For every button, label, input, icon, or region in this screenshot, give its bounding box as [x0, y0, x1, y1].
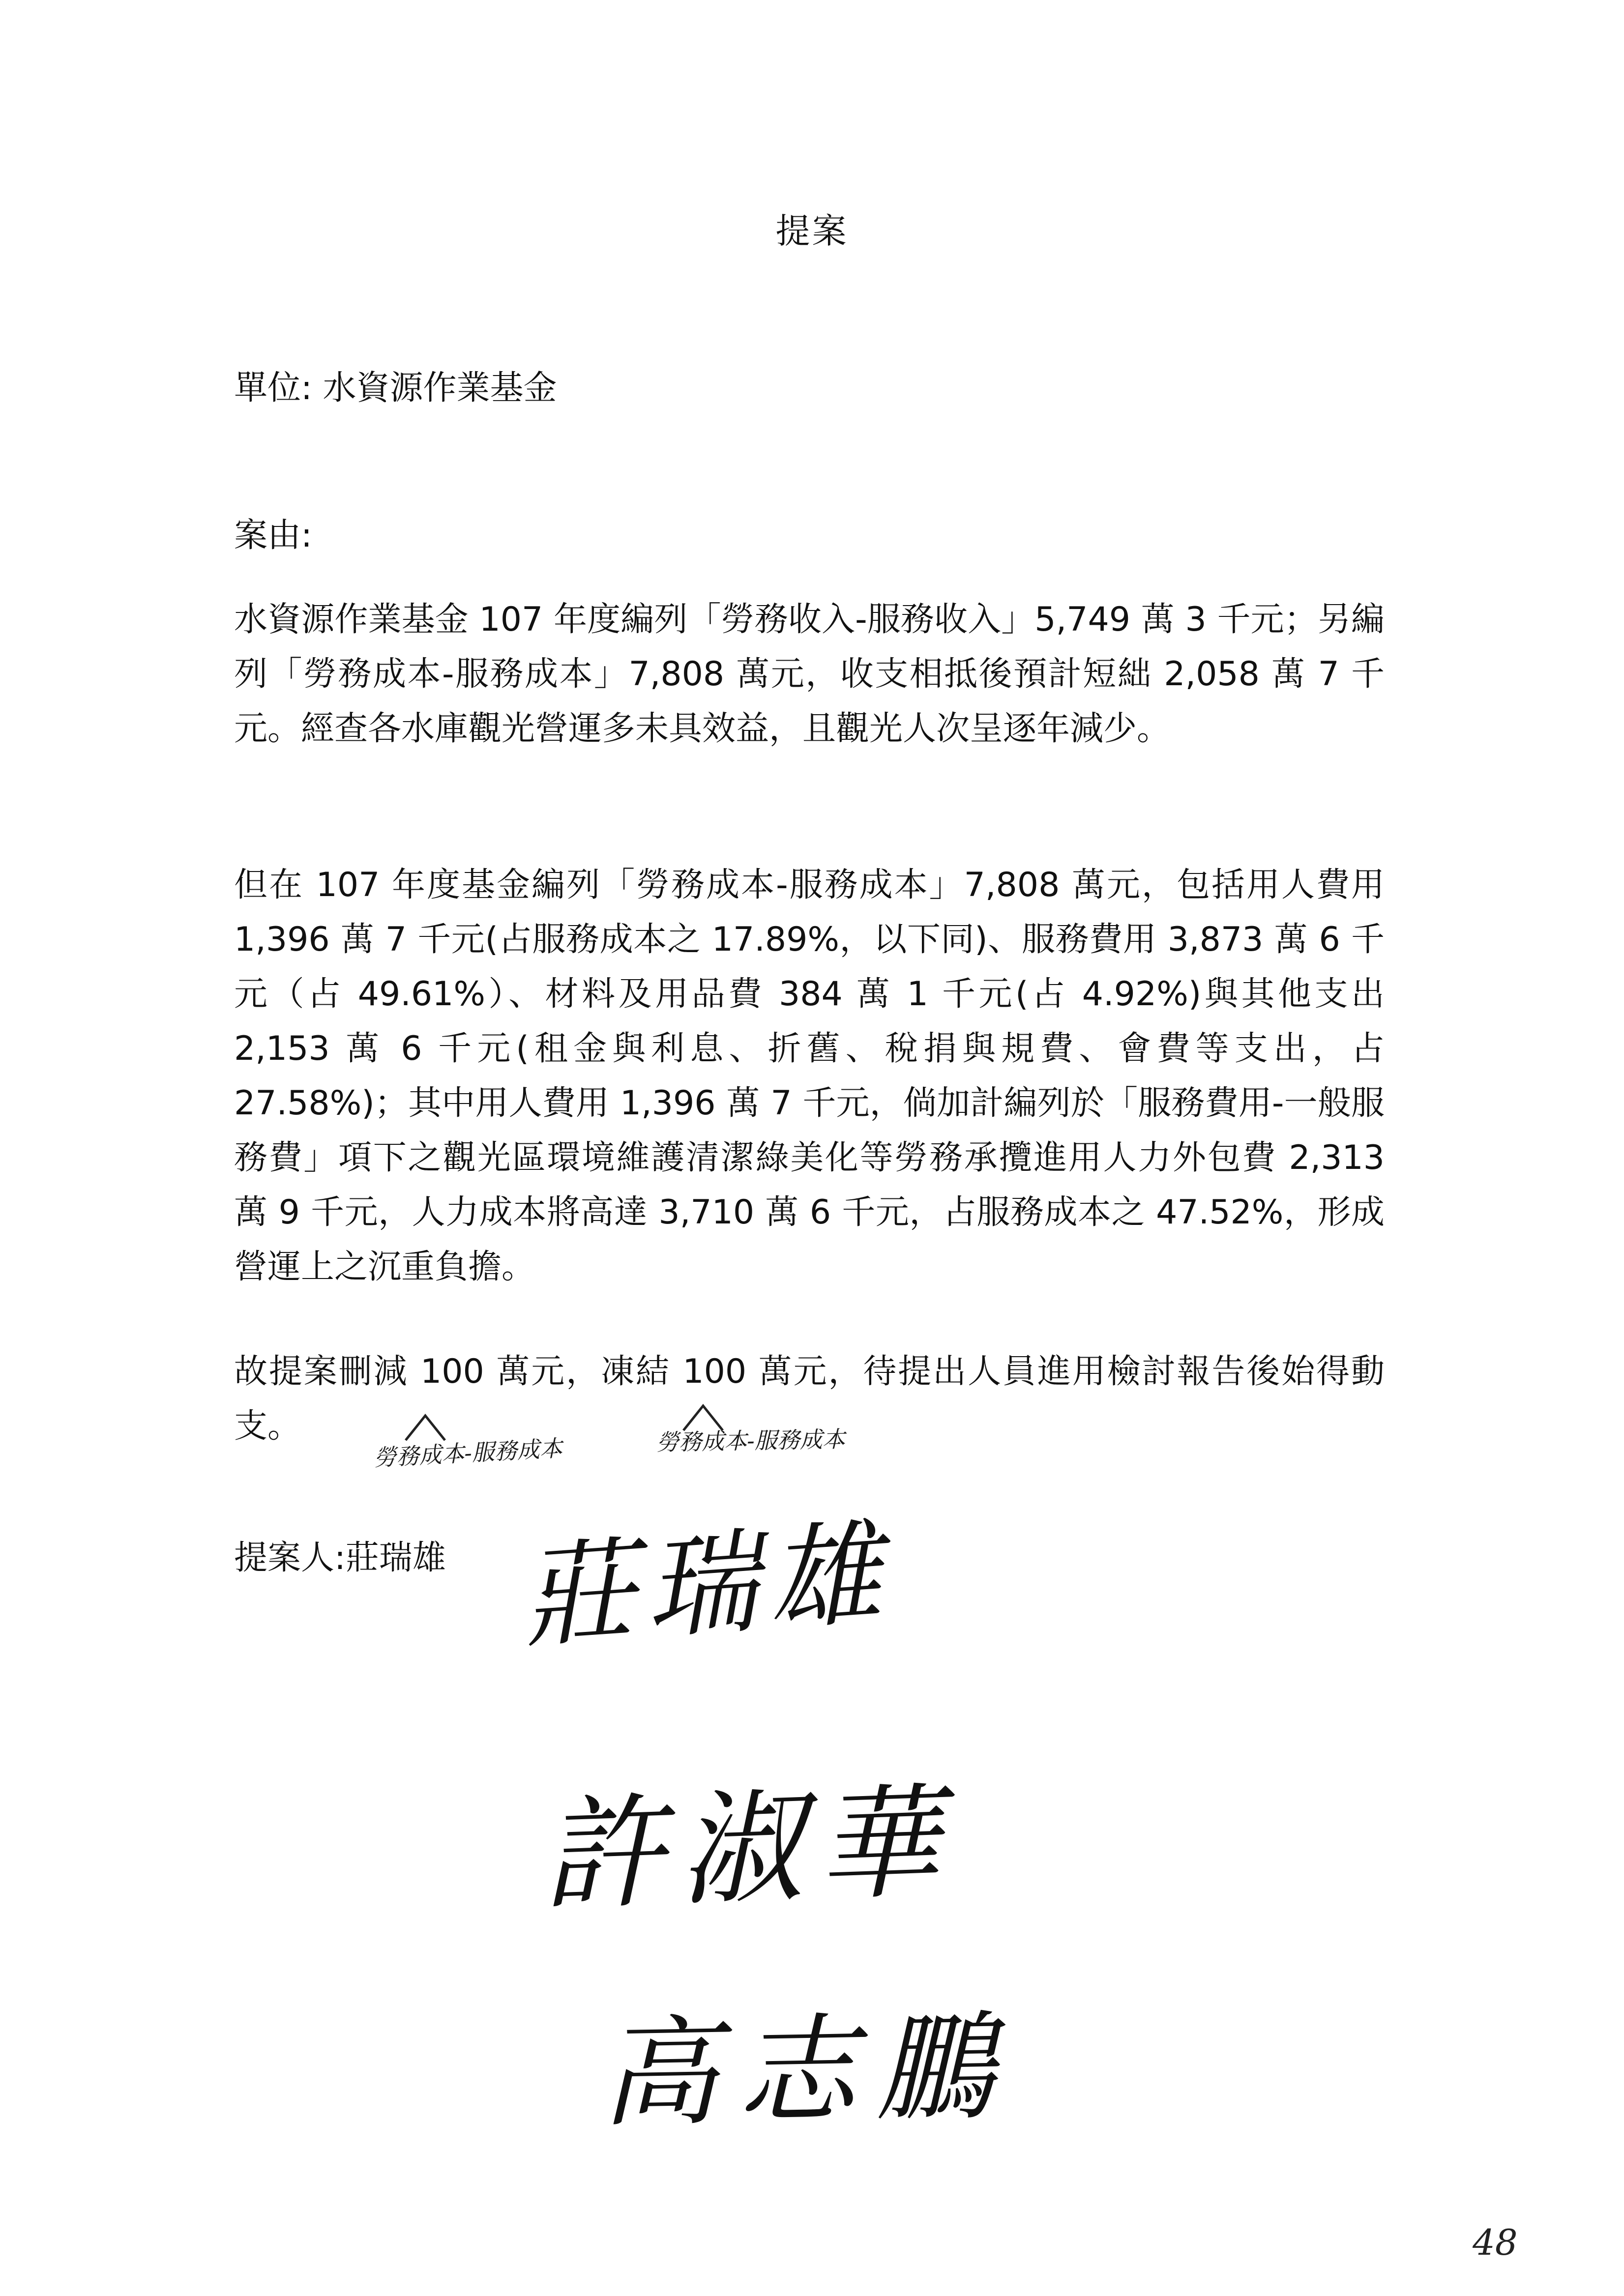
- handwritten-insertion-note: 勞務成本-服務成本: [373, 1434, 563, 1471]
- handwritten-insertion-note: 勞務成本-服務成本: [656, 1425, 846, 1456]
- proposer-line: 提案人:莊瑞雄: [234, 1539, 446, 1577]
- document-title: 提案: [775, 211, 849, 251]
- paragraph-proposal: 故提案刪減 100 萬元，凍結 100 萬元，待提出人員進用檢討報告後始得動支。: [234, 1352, 1385, 1446]
- signature-3: 高志鵬: [598, 1998, 1014, 2144]
- signature-1: 莊瑞雄: [518, 1508, 895, 1664]
- paragraph-cost-breakdown: 但在 107 年度基金編列「勞務成本-服務成本」7,808 萬元，包括用人費用 1,396 萬 7 千元(占服務成本之 17.89%，以下同)、服務費用 3,873 萬 6 千元（占 49.61%）、材料及用品費 384 萬 1 千元(占 4.92%)與其他支出 2,153 萬 6 千元(租金與利息、折舊、稅捐與規費、會費等支出，占 27.58%)；其中用人費用 1,396 萬 7 千元，倘加計編列於「服務費用-一般服務費」項下之觀光區環境維護清潔綠美化等勞務承攬進用人力外包費 2,313 萬 9 千元，人力成本將高達 3,710 萬 6 千元，占服務成本之 47.52%，形成營運上之沉重負擔。: [234, 866, 1385, 1286]
- page-number: 48: [1473, 2222, 1518, 2263]
- unit-line: 單位: 水資源作業基金: [234, 369, 557, 407]
- case-label: 案由:: [234, 516, 312, 555]
- paragraph-budget-summary: 水資源作業基金 107 年度編列「勞務收入-服務收入」5,749 萬 3 千元；另編列「勞務成本-服務成本」7,808 萬元，收支相抵後預計短絀 2,058 萬 7 千元。經查各水庫觀光營運多未具效益，且觀光人次呈逐年減少。: [234, 600, 1385, 748]
- signature-2: 許淑華: [538, 1770, 957, 1928]
